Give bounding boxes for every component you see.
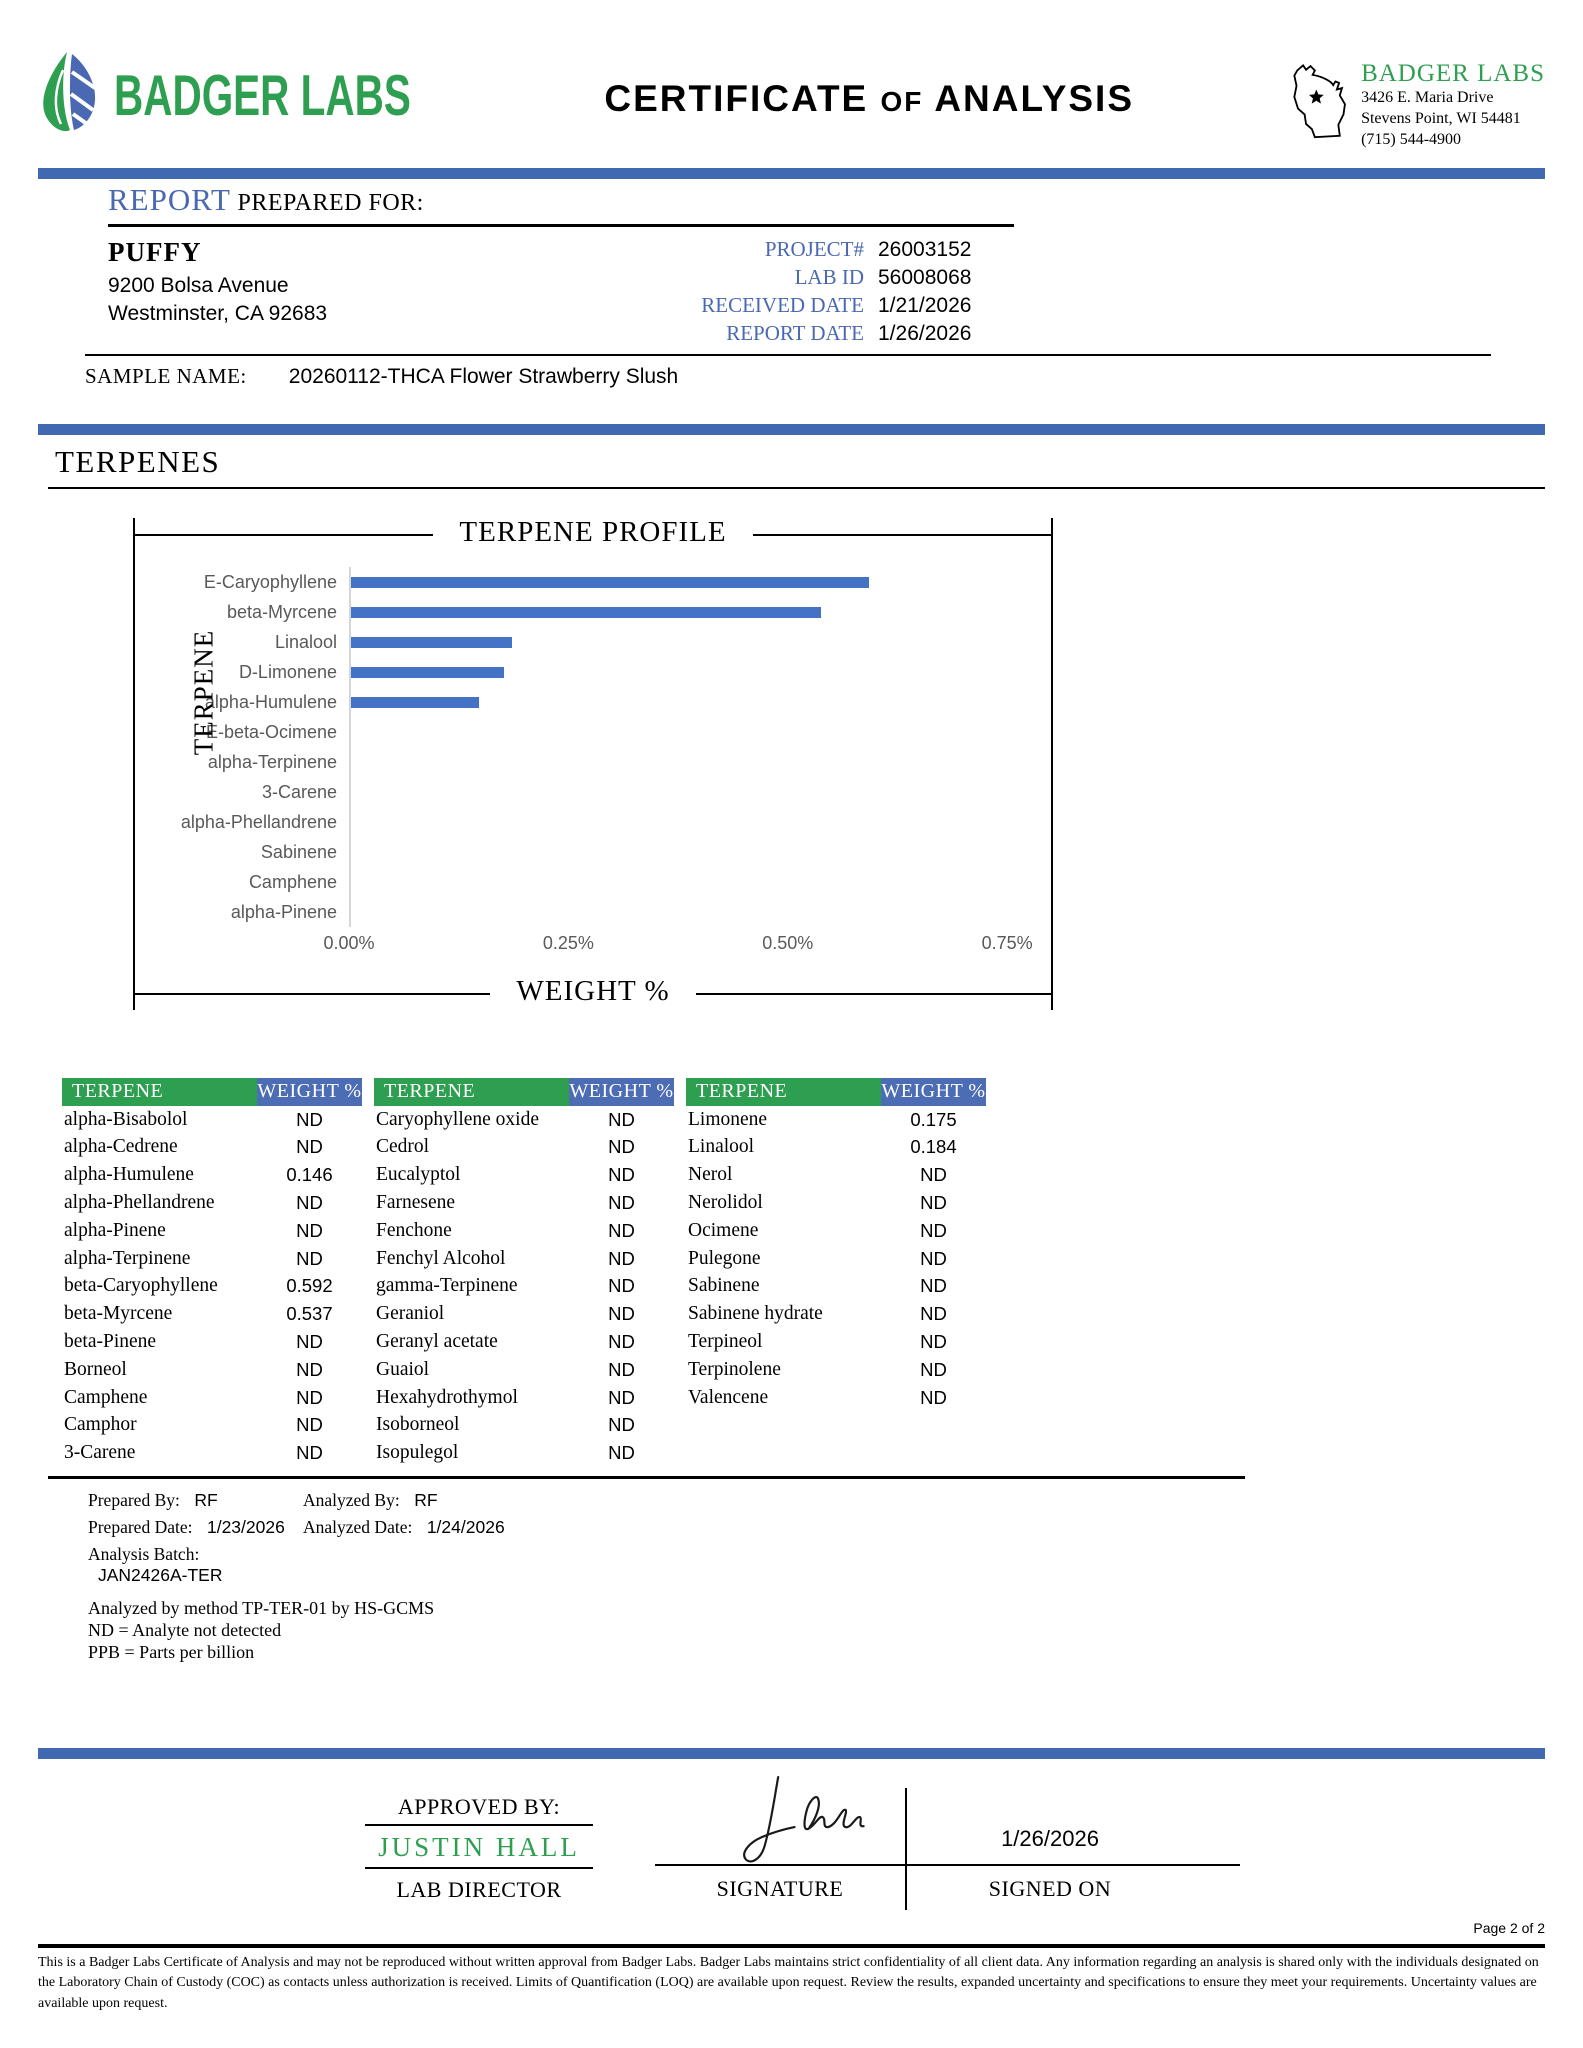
terpene-name-cell: Fenchyl Alcohol — [376, 1247, 506, 1269]
chart-bar-track — [349, 627, 1051, 657]
chart-bar — [351, 667, 504, 678]
chart-tick-label: 0.75% — [981, 933, 1033, 953]
terpene-weight-cell: ND — [296, 1247, 323, 1269]
terpene-name-cell: beta-Pinene — [64, 1331, 157, 1353]
terpene-name-cell: Camphor — [64, 1414, 137, 1436]
chart-category-label: D-Limonene — [238, 661, 337, 682]
signed-on-date: 1/26/2026 — [1001, 1826, 1099, 1851]
terpene-name-cell: Eucalyptol — [376, 1164, 461, 1186]
terpene-name-cell: Hexahydrothymol — [376, 1386, 518, 1408]
terpene-table-group — [62, 1078, 362, 1467]
field-value: 26003152 — [878, 238, 972, 261]
terpene-weight-cell: ND — [608, 1386, 635, 1408]
terpene-table-group — [374, 1078, 674, 1467]
terpene-weight-cell: ND — [920, 1192, 947, 1214]
terpene-name-cell: Caryophyllene oxide — [376, 1108, 539, 1130]
terpene-weight-cell: ND — [608, 1164, 635, 1186]
terpene-weight-cell: ND — [296, 1358, 323, 1380]
terpene-weight-cell: ND — [920, 1386, 947, 1408]
prepared-by-row: Prepared By: RF — [88, 1490, 218, 1510]
terpene-name-cell: Linalool — [688, 1136, 755, 1158]
terpene-name-cell: gamma-Terpinene — [376, 1275, 518, 1297]
chart-bar — [351, 577, 869, 588]
chart-category-label: Camphene — [248, 871, 337, 892]
chart-bar-track — [349, 747, 1051, 777]
terpene-weight-cell: 0.146 — [286, 1164, 333, 1186]
analyzed-date-row: Analyzed Date: 1/24/2026 — [303, 1517, 505, 1537]
terpene-name-cell: beta-Caryophyllene — [64, 1275, 218, 1297]
field-label: LAB ID — [794, 265, 864, 289]
page-header — [38, 44, 1545, 162]
terpene-name-cell: Isoborneol — [376, 1414, 460, 1436]
terpene-name-cell: Cedrol — [376, 1136, 430, 1158]
page-number: Page 2 of 2 — [1473, 1920, 1545, 1936]
analysis-meta — [88, 1490, 633, 1664]
table-header-terpene: TERPENE — [62, 1078, 257, 1106]
terpene-name-cell: Terpinolene — [688, 1358, 781, 1380]
approved-by-label: APPROVED BY: — [365, 1794, 593, 1826]
terpene-weight-cell: ND — [608, 1219, 635, 1241]
sample-name-label: SAMPLE NAME: — [85, 364, 247, 388]
report-field — [574, 237, 1014, 265]
document-title: CERTIFICATE OF ANALYSIS — [604, 78, 1135, 119]
chart-bar-track — [349, 867, 1051, 897]
chart-bar-track — [349, 897, 1051, 927]
terpene-weight-cell: 0.184 — [910, 1136, 957, 1158]
chart-tick-label: 0.00% — [323, 933, 375, 953]
terpene-name-cell: Camphene — [64, 1386, 148, 1408]
terpene-weight-cell: 0.537 — [286, 1303, 333, 1325]
terpene-name-cell: alpha-Pinene — [64, 1219, 166, 1241]
lab-contact-block — [1287, 50, 1545, 159]
chart-row — [169, 747, 1051, 777]
terpene-weight-cell: ND — [296, 1386, 323, 1408]
brand-logo — [38, 50, 451, 139]
terpene-name-cell: Sabinene hydrate — [688, 1303, 823, 1325]
lab-name: BADGER LABS — [1361, 60, 1545, 87]
method-notes: Analyzed by method TP-TER-01 by HS-GCMS ND = Analyte not detected PPB = Parts per billion — [88, 1598, 435, 1662]
chart-bar-track — [349, 717, 1051, 747]
field-value: 1/21/2026 — [878, 294, 972, 317]
chart-category-label: 3-Carene — [261, 781, 337, 802]
terpene-weight-cell: ND — [608, 1108, 635, 1130]
chart-bar-track — [349, 807, 1051, 837]
client-block — [108, 237, 574, 349]
terpene-weight-cell: ND — [920, 1275, 947, 1297]
chart-category-label: Linalool — [274, 631, 337, 652]
terpene-table-body — [62, 1078, 986, 1467]
terpene-weight-cell: ND — [608, 1414, 635, 1436]
chart-row — [169, 867, 1051, 897]
terpene-weight-cell: ND — [608, 1358, 635, 1380]
chart-category-label: E-beta-Ocimene — [205, 721, 337, 742]
chart-rows — [169, 567, 1051, 927]
terpene-weight-cell: ND — [920, 1303, 947, 1325]
field-value: 1/26/2026 — [878, 322, 972, 345]
terpene-weight-cell: ND — [608, 1442, 635, 1464]
terpene-name-cell: Fenchone — [376, 1219, 452, 1241]
table-header-terpene: TERPENE — [686, 1078, 881, 1106]
lab-address: 3426 E. Maria Drive Stevens Point, WI 54481 (715) 544-4900 — [1361, 89, 1521, 148]
table-header-weight: WEIGHT % — [569, 1078, 674, 1106]
terpene-name-cell: 3-Carene — [64, 1442, 136, 1464]
chart-bottom-border — [135, 977, 1051, 1010]
divider-bar-bottom — [38, 1748, 1545, 1759]
table-header-terpene: TERPENE — [374, 1078, 569, 1106]
chart-plot-area — [169, 567, 1051, 977]
terpene-profile-chart — [133, 518, 1053, 1010]
chart-tick-label: 0.50% — [762, 933, 814, 953]
terpene-name-cell: alpha-Phellandrene — [64, 1192, 215, 1214]
chart-row — [169, 717, 1051, 747]
chart-bar-track — [349, 687, 1051, 717]
divider-bar-top — [38, 168, 1545, 179]
terpene-weight-cell: ND — [296, 1331, 323, 1353]
field-label: RECEIVED DATE — [701, 293, 864, 317]
approver-title: LAB DIRECTOR — [396, 1877, 562, 1902]
sample-name-value: 20260112-THCA Flower Strawberry Slush — [288, 365, 679, 388]
terpene-weight-cell: ND — [296, 1219, 323, 1241]
terpene-weight-cell: 0.175 — [910, 1108, 957, 1130]
signature-label: SIGNATURE — [716, 1876, 844, 1901]
chart-category-label: beta-Myrcene — [226, 601, 337, 622]
chart-row — [169, 837, 1051, 867]
footer-disclaimer: This is a Badger Labs Certificate of Analysis and may not be reproduced without written approval from Badger Labs. Badger Labs maintains strict confidentiality of all client data. Any information regarding an analysis is shared only with the individuals designated on the Laboratory Chain of Custody (COC) as contacts unless authorization is received. Limits of Quantification (LOQ) are available upon request. Review the results, expanded uncertainty and specifications to ensure they meet your requirements. Uncertainty values are available upon request. — [38, 1955, 1539, 2011]
chart-category-label: alpha-Terpinene — [207, 751, 337, 772]
terpene-name-cell: Sabinene — [688, 1275, 760, 1297]
client-name: PUFFY — [108, 237, 202, 267]
section-rule — [48, 487, 1545, 489]
terpene-weight-cell: ND — [608, 1247, 635, 1269]
terpene-name-cell: Nerolidol — [688, 1192, 763, 1214]
field-label: PROJECT# — [764, 237, 864, 261]
chart-tick-label: 0.25% — [542, 933, 594, 953]
chart-bar — [351, 697, 479, 708]
terpene-name-cell: Borneol — [64, 1358, 127, 1380]
terpene-weight-cell: ND — [296, 1136, 323, 1158]
approver-name: JUSTIN HALL — [365, 1826, 593, 1869]
terpene-table-group — [686, 1078, 986, 1467]
terpene-weight-cell: ND — [920, 1219, 947, 1241]
chart-x-axis-label: WEIGHT % — [516, 975, 670, 1007]
approval-section — [300, 1780, 1300, 1915]
terpene-weight-cell: ND — [296, 1192, 323, 1214]
chart-row — [169, 687, 1051, 717]
terpene-name-cell: alpha-Terpinene — [64, 1247, 191, 1269]
chart-category-label: alpha-Phellandrene — [180, 811, 337, 832]
chart-row — [169, 777, 1051, 807]
chart-bar-track — [349, 837, 1051, 867]
chart-bar-track — [349, 657, 1051, 687]
terpene-weight-cell: ND — [296, 1442, 323, 1464]
terpene-name-cell: beta-Myrcene — [64, 1303, 173, 1325]
field-value: 56008068 — [878, 266, 972, 289]
chart-bar-track — [349, 567, 1051, 597]
terpene-name-cell: Ocimene — [688, 1219, 759, 1241]
analysis-batch-row: Analysis Batch: JAN2426A-TER — [88, 1544, 223, 1585]
terpene-name-cell: Valencene — [688, 1386, 769, 1408]
footer-rule — [38, 1944, 1545, 1948]
divider-bar-section — [38, 424, 1545, 435]
chart-ticks — [323, 933, 1051, 963]
chart-bar — [351, 607, 821, 618]
brand-name: BADGER LABS — [114, 62, 411, 127]
terpene-weight-cell: 0.592 — [286, 1275, 333, 1297]
table-header-weight: WEIGHT % — [257, 1078, 362, 1106]
terpene-name-cell: Guaiol — [376, 1358, 430, 1380]
terpene-name-cell: alpha-Cedrene — [64, 1136, 178, 1158]
chart-top-border — [135, 518, 1051, 551]
field-label: REPORT DATE — [726, 321, 864, 345]
chart-category-label: alpha-Pinene — [230, 901, 337, 922]
table-bottom-rule — [48, 1476, 1245, 1479]
sample-name-row — [85, 354, 1491, 389]
chart-row — [169, 627, 1051, 657]
terpene-name-cell: Pulegone — [688, 1247, 761, 1269]
chart-row — [169, 567, 1051, 597]
terpene-weight-cell: ND — [608, 1192, 635, 1214]
terpene-weight-cell: ND — [920, 1247, 947, 1269]
chart-category-label: alpha-Humulene — [204, 691, 337, 712]
chart-title: TERPENE PROFILE — [459, 516, 727, 548]
chart-bar — [351, 637, 512, 648]
terpene-weight-cell: ND — [608, 1303, 635, 1325]
terpene-weight-cell: ND — [920, 1331, 947, 1353]
terpene-weight-cell: ND — [608, 1275, 635, 1297]
terpene-name-cell: Geraniol — [376, 1303, 445, 1325]
table-header-weight: WEIGHT % — [881, 1078, 986, 1106]
chart-bar-track — [349, 597, 1051, 627]
terpene-weight-cell: ND — [608, 1136, 635, 1158]
chart-row — [169, 597, 1051, 627]
approved-by-block — [365, 1794, 593, 1903]
terpene-weight-cell: ND — [296, 1108, 323, 1130]
approval-vertical-divider — [905, 1788, 907, 1910]
chart-category-label: E-Caryophyllene — [203, 571, 337, 592]
prepared-date-row: Prepared Date: 1/23/2026 — [88, 1517, 285, 1537]
terpene-weight-cell: ND — [608, 1331, 635, 1353]
terpene-weight-cell: ND — [296, 1414, 323, 1436]
signature-icon — [700, 1768, 900, 1873]
report-info-section — [108, 182, 1014, 349]
terpene-name-cell: Geranyl acetate — [376, 1331, 498, 1353]
terpene-name-cell: Isopulegol — [376, 1442, 459, 1464]
chart-row — [169, 807, 1051, 837]
report-field — [574, 321, 1014, 349]
signed-on-label: SIGNED ON — [988, 1876, 1112, 1901]
terpene-name-cell: alpha-Bisabolol — [64, 1108, 188, 1130]
terpene-weight-cell: ND — [920, 1164, 947, 1186]
terpene-name-cell: Terpineol — [688, 1331, 763, 1353]
terpene-name-cell: Nerol — [688, 1164, 733, 1186]
chart-row — [169, 657, 1051, 687]
terpene-name-cell: alpha-Humulene — [64, 1164, 194, 1186]
report-field — [574, 293, 1014, 321]
wisconsin-map-icon — [1287, 50, 1353, 159]
section-title: TERPENES — [55, 444, 221, 479]
client-address: 9200 Bolsa Avenue Westminster, CA 92683 — [108, 274, 328, 325]
report-heading: REPORT PREPARED FOR: — [108, 182, 1014, 227]
report-field — [574, 265, 1014, 293]
terpene-weight-cell: ND — [920, 1358, 947, 1380]
chart-y-axis-label: TERPENE — [188, 629, 219, 756]
chart-category-label: Sabinene — [260, 841, 337, 862]
report-fields — [574, 237, 1014, 349]
signature-line — [655, 1864, 1240, 1866]
chart-bar-track — [349, 777, 1051, 807]
leaf-logo-icon — [38, 50, 104, 139]
terpene-name-cell: Limonene — [688, 1108, 768, 1130]
terpene-name-cell: Farnesene — [376, 1192, 456, 1214]
analyzed-by-row: Analyzed By: RF — [303, 1490, 438, 1510]
chart-row — [169, 897, 1051, 927]
